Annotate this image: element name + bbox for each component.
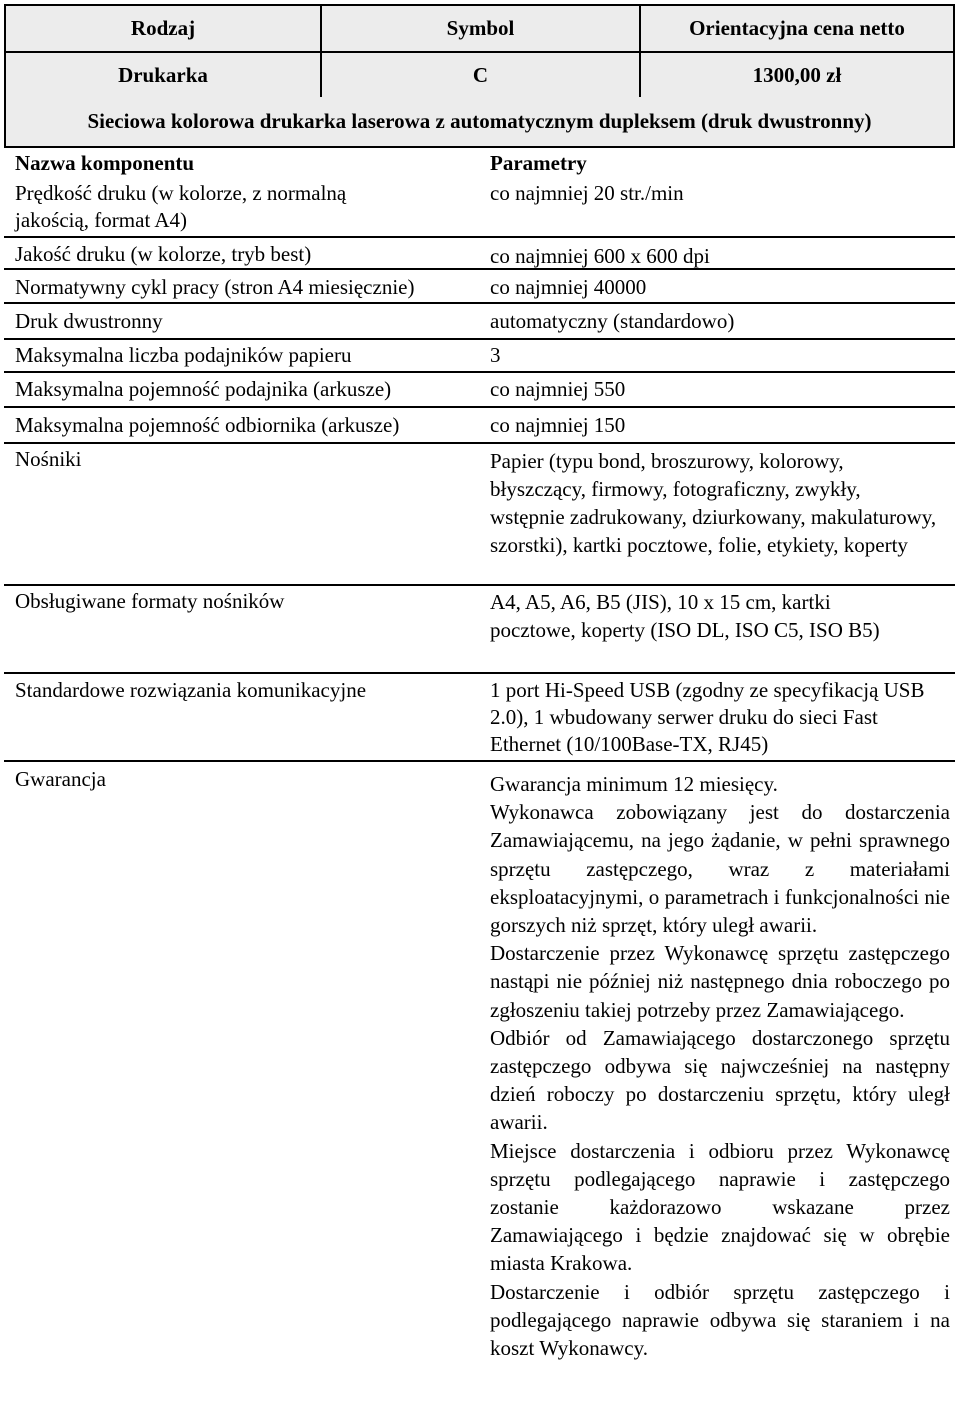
spec-name: Obsługiwane formaty nośników bbox=[15, 589, 285, 613]
spec-value: Papier (typu bond, broszurowy, kolorowy, błyszczący, firmowy, fotograficzny, zwykły, wstępnie zadrukowany, dziurkowany, makulaturowy, szorstki), kartki pocztowe, folie, etykiety, koperty bbox=[490, 449, 937, 557]
product-table bbox=[4, 51, 955, 100]
spec-name: Druk dwustronny bbox=[15, 309, 163, 333]
spec-row bbox=[4, 270, 955, 304]
spec-header-parameters: Parametry bbox=[490, 151, 587, 175]
spec-name: Nośniki bbox=[15, 447, 82, 471]
product-description: Sieciowa kolorowa drukarka laserowa z automatycznym dupleksem (druk dwustronny) bbox=[4, 97, 955, 148]
spec-name: Maksymalna pojemność podajnika (arkusze) bbox=[15, 377, 392, 401]
spec-header-component: Nazwa komponentu bbox=[15, 151, 195, 175]
spec-value: co najmniej 600 x 600 dpi bbox=[490, 244, 710, 268]
spec-name: Gwarancja bbox=[15, 767, 106, 791]
spec-row bbox=[4, 408, 955, 444]
header-row bbox=[5, 5, 954, 52]
spec-name: Maksymalna pojemność odbiornika (arkusze) bbox=[15, 413, 400, 437]
spec-value: 3 bbox=[490, 343, 501, 367]
product-type: Drukarka bbox=[5, 52, 321, 99]
spec-row bbox=[4, 586, 955, 674]
warranty-paragraph: Gwarancja minimum 12 miesięcy. bbox=[490, 772, 778, 796]
spec-name: Jakość druku (w kolorze, tryb best) bbox=[15, 242, 312, 266]
spec-value: co najmniej 550 bbox=[490, 377, 626, 401]
spec-row bbox=[4, 674, 955, 762]
warranty-text bbox=[490, 770, 950, 1362]
spec-value: automatyczny (standardowo) bbox=[490, 309, 735, 333]
spec-row bbox=[4, 304, 955, 340]
warranty-paragraph: Dostarczenie przez Wykonawcę sprzętu zastępczego nastąpi nie później niż następnego dnia roboczego po zgłoszeniu takiej potrzeby przez Zamawiającego. bbox=[490, 941, 950, 1022]
product-symbol: C bbox=[321, 52, 640, 99]
spec-name: Standardowe rozwiązania komunikacyjne bbox=[15, 678, 367, 702]
warranty-paragraph: Wykonawca zobowiązany jest do dostarczenia Zamawiającemu, na jego żądanie, w pełni sprawnego sprzętu zastępczego, wraz z materiałami eksploatacyjnymi, o parametrach i funkcjonalności nie gorszych niż sprzęt, który uległ awarii. bbox=[490, 800, 950, 938]
header-symbol: Symbol bbox=[321, 5, 640, 52]
spec-row bbox=[4, 444, 955, 586]
header-table bbox=[4, 4, 955, 53]
header-type: Rodzaj bbox=[5, 5, 321, 52]
product-row bbox=[5, 52, 954, 99]
spec-value: co najmniej 40000 bbox=[490, 275, 647, 299]
spec-name: Prędkość druku (w kolorze, z normalną jakością, format A4) bbox=[15, 181, 347, 232]
spec-row bbox=[4, 340, 955, 373]
spec-value: A4, A5, A6, B5 (JIS), 10 x 15 cm, kartki pocztowe, koperty (ISO DL, ISO C5, ISO B5) bbox=[490, 590, 880, 642]
warranty-paragraph: Dostarczenie i odbiór sprzętu zastępczego i podlegającego naprawie odbywa się staraniem i na koszt Wykonawcy. bbox=[490, 1279, 950, 1361]
spec-name: Maksymalna liczba podajników papieru bbox=[15, 343, 352, 367]
spec-value: 1 port Hi-Speed USB (zgodny ze specyfikacją USB 2.0), 1 wbudowany serwer druku do sieci Fast Ethernet (10/100Base-TX, RJ45) bbox=[490, 678, 925, 756]
warranty-paragraph: Odbiór od Zamawiającego dostarczonego sprzętu zastępczego odbywa się najwcześniej na następny dzień roboczy po dostarczeniu sprzętu, który uległ awarii. bbox=[490, 1025, 950, 1135]
warranty-paragraph: Miejsce dostarczenia i odbioru przez Wykonawcę sprzętu podlegającego naprawie i zastępczego zostanie każdorazowo wskazane przez Zamawiającego i będzie znajdować się w obrębie miasta Krakowa. bbox=[490, 1138, 950, 1276]
spec-row bbox=[4, 178, 955, 238]
spec-value: co najmniej 150 bbox=[490, 413, 626, 437]
spec-value: co najmniej 20 str./min bbox=[490, 181, 684, 205]
header-price: Orientacyjna cena netto bbox=[640, 5, 954, 52]
spec-row-warranty bbox=[4, 762, 955, 1422]
spec-row bbox=[4, 373, 955, 408]
spec-name: Normatywny cykl pracy (stron A4 miesięcznie) bbox=[15, 275, 415, 299]
spec-header-row bbox=[4, 148, 955, 178]
spec-row bbox=[4, 238, 955, 270]
product-price: 1300,00 zł bbox=[640, 52, 954, 99]
